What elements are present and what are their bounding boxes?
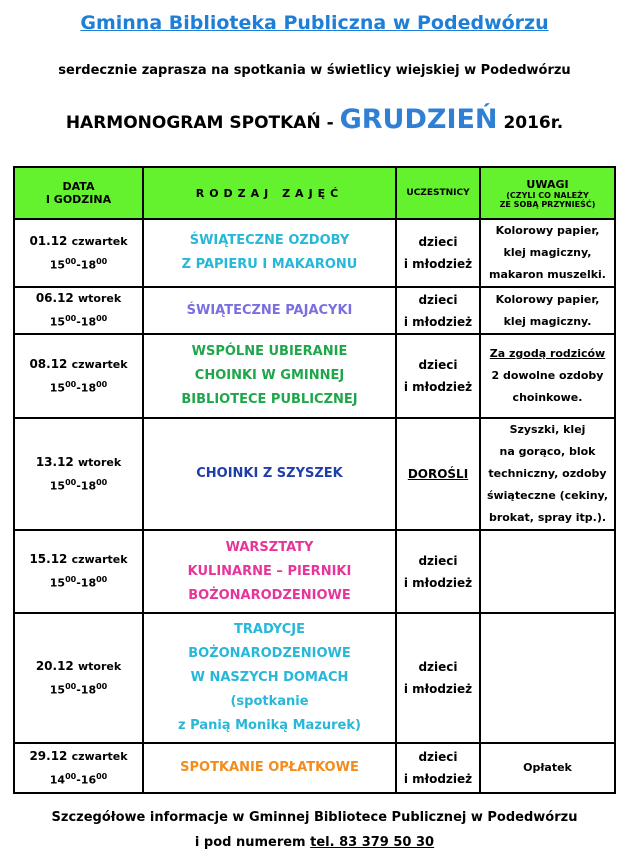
heading-prefix: HARMONOGRAM SPOTKAŃ - — [65, 113, 340, 133]
footer-line2: i pod numerem tel. 83 379 50 30 — [194, 835, 435, 850]
row-notes — [480, 530, 615, 613]
row-notes — [480, 613, 615, 743]
row-notes: Za zgodą rodziców 2 dowolne ozdoby choinkowe. — [480, 334, 615, 418]
row-participants: dzieci i młodzież — [396, 287, 480, 334]
row-participants: DOROŚLI — [396, 418, 480, 530]
table-row — [14, 418, 615, 530]
row-activity: ŚWIĄTECZNE OZDOBY Z PAPIERU I MAKARONU — [143, 219, 396, 287]
heading-month: GRUDZIEŃ — [339, 104, 498, 135]
header-activity-type: RODZAJ ZAJĘĆ — [143, 167, 396, 219]
row-activity: TRADYCJE BOŻONARODZENIOWE W NASZYCH DOMACH (spotkanie z Panią Moniką Mazurek) — [143, 613, 396, 743]
row-date: 15.12 czwartek $15^{00}-18^{00}$ — [14, 530, 143, 613]
row-participants: dzieci i młodzież — [396, 613, 480, 743]
row-date: 08.12 czwartek $15^{00}-18^{00}$ — [14, 334, 143, 418]
schedule-heading — [0, 104, 629, 135]
table-row — [14, 219, 615, 287]
row-activity: ŚWIĄTECZNE PAJACYKI — [143, 287, 396, 334]
invitation-subtitle: serdecznie zaprasza na spotkania w świetlicy wiejskiej w Podedwórzu — [58, 63, 571, 78]
row-participants: dzieci i młodzież — [396, 334, 480, 418]
schedule-table — [13, 166, 616, 794]
table-row — [14, 530, 615, 613]
row-activity: CHOINKI Z SZYSZEK — [143, 418, 396, 530]
row-activity: WSPÓLNE UBIERANIE CHOINKI W GMINNEJ BIBLIOTECE PUBLICZNEJ — [143, 334, 396, 418]
table-row — [14, 334, 615, 418]
table-header-row — [14, 167, 615, 219]
header-date: DATA I GODZINA — [14, 167, 143, 219]
header-notes: UWAGI (CZYLI CO NALEŻY ZE SOBĄ PRZYNIEŚĆ) — [480, 167, 615, 219]
row-notes: Szyszki, klej na gorąco, blok techniczny, ozdoby świąteczne (cekiny, brokat, spray itp.). — [480, 418, 615, 530]
row-participants: dzieci i młodzież — [396, 530, 480, 613]
library-title: Gminna Biblioteka Publiczna w Podedwórzu — [80, 12, 549, 34]
row-date: 20.12 wtorek $15^{00}-18^{00}$ — [14, 613, 143, 743]
row-activity: WARSZTATY KULINARNE – PIERNIKI BOŻONARODZENIOWE — [143, 530, 396, 613]
table-row — [14, 287, 615, 334]
row-participants: dzieci i młodzież — [396, 219, 480, 287]
row-date: 01.12 czwartek $15^{00}-18^{00}$ — [14, 219, 143, 287]
row-activity: SPOTKANIE OPŁATKOWE — [143, 743, 396, 793]
row-notes: Kolorowy papier, klej magiczny. — [480, 287, 615, 334]
phone-number[interactable]: tel. 83 379 50 30 — [310, 835, 435, 850]
row-notes: Opłatek — [480, 743, 615, 793]
footer-info — [0, 805, 629, 855]
table-row — [14, 613, 615, 743]
row-participants: dzieci i młodzież — [396, 743, 480, 793]
heading-suffix: 2016r. — [497, 113, 564, 133]
row-date: 29.12 czwartek $14^{00}-16^{00}$ — [14, 743, 143, 793]
row-notes: Kolorowy papier, klej magiczny, makaron muszelki. — [480, 219, 615, 287]
row-date: 13.12 wtorek $15^{00}-18^{00}$ — [14, 418, 143, 530]
footer-line1: Szczegółowe informacje w Gminnej Bibliotece Publicznej w Podedwórzu — [51, 810, 578, 825]
table-row — [14, 743, 615, 793]
row-date: 06.12 wtorek $15^{00}-18^{00}$ — [14, 287, 143, 334]
header-participants: UCZESTNICY — [396, 167, 480, 219]
